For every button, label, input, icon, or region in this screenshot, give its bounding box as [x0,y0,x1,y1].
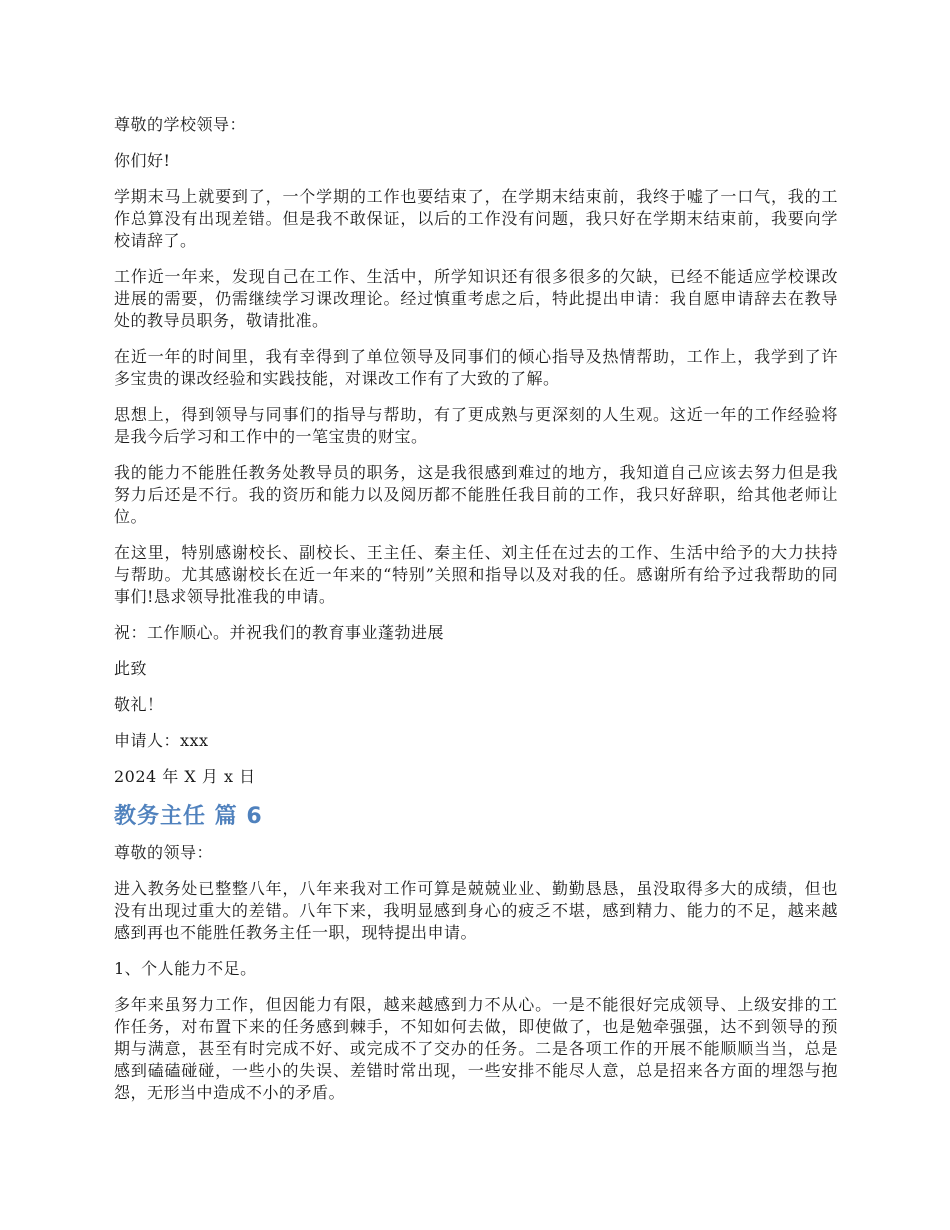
wish-line: 祝：工作顺心。并祝我们的教育事业蓬勃进展 [114,623,445,642]
body-paragraph: 工作近一年来，发现自己在工作、生活中，所学知识还有很多很多的欠缺，已经不能适应学校课改进展的需要，仍需继续学习课改理论。经过慎重考虑之后，特此提出申请：我自愿申请辞去在教导处的教导员职务，敬请批准。 [114,267,838,330]
applicant-line: 申请人：xxx [114,731,209,750]
closing-salute: 敬礼！ [114,695,164,714]
greeting: 你们好! [114,151,171,170]
body-paragraph: 在近一年的时间里，我有幸得到了单位领导及同事们的倾心指导及热情帮助，工作上，我学到了许多宝贵的课改经验和实践技能，对课改工作有了大致的了解。 [114,347,838,388]
body-paragraph: 进入教务处已整整八年，八年来我对工作可算是兢兢业业、勤勤恳恳，虽没取得多大的成绩，但也没有出现过重大的差错。八年下来，我明显感到身心的疲乏不堪，感到精力、能力的不足，越来越感到再也不能胜任教务主任一职，现特提出申请。 [114,879,838,942]
salutation: 尊敬的领导： [114,843,214,862]
body-paragraph: 我的能力不能胜任教务处教导员的职务，这是我很感到难过的地方，我知道自己应该去努力但是我努力后还是不行。我的资历和能力以及阅历都不能胜任我目前的工作，我只好辞职，给其他老师让位。 [114,463,838,526]
document-page [114,114,838,1118]
closing-line: 此致 [114,659,148,678]
section-heading: 教务主任 篇 6 [114,804,263,829]
date-line: 2024 年 X 月 x 日 [114,767,256,786]
body-paragraph: 在这里，特别感谢校长、副校长、王主任、秦主任、刘主任在过去的工作、生活中给予的大力扶持与帮助。尤其感谢校长在近一年来的“特别”关照和指导以及对我的任。感谢所有给予过我帮助的同事们!恳求领导批准我的申请。 [114,543,838,606]
list-heading: 1、个人能力不足。 [114,959,257,978]
body-paragraph: 学期末马上就要到了，一个学期的工作也要结束了，在学期末结束前，我终于嘘了一口气，我的工作总算没有出现差错。但是我不敢保证，以后的工作没有问题，我只好在学期末结束前，我要向学校请辞了。 [114,187,838,250]
salutation: 尊敬的学校领导： [114,115,247,134]
body-paragraph: 思想上，得到领导与同事们的指导与帮助，有了更成熟与更深刻的人生观。这近一年的工作经验将是我今后学习和工作中的一笔宝贵的财宝。 [114,405,838,446]
body-paragraph: 多年来虽努力工作，但因能力有限，越来越感到力不从心。一是不能很好完成领导、上级安排的工作任务，对布置下来的任务感到棘手，不知如何去做，即使做了，也是勉牵强强，达不到领导的预期与满意，甚至有时完成不好、或完成不了交办的任务。二是各项工作的开展不能顺顺当当，总是感到磕磕碰碰，一些小的失误、差错时常出现，一些安排不能尽人意，总是招来各方面的埋怨与抱怨，无形当中造成不小的矛盾。 [114,995,838,1102]
